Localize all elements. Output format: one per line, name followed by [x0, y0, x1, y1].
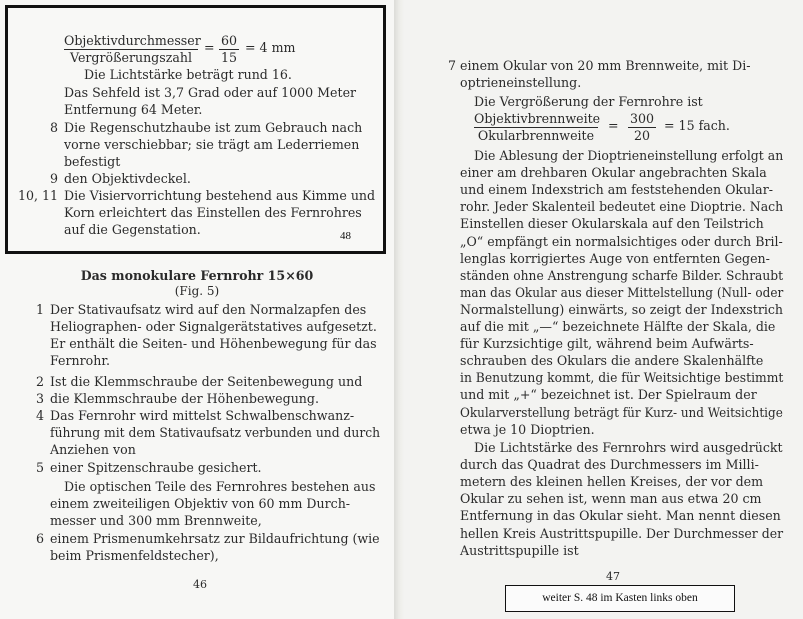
text-line: einer am drehbaren Okular angebrachten Skala — [460, 165, 767, 181]
text-line: „O“ empfängt ein normalsichtiges oder durch Bril- — [460, 233, 783, 249]
text-line: Okularverstellung beträgt für Kurz- und Weitsichtige — [460, 404, 783, 420]
text-line: Entfernung 64 Meter. — [64, 102, 203, 117]
text-line: messer und 300 mm Brennweite, — [50, 513, 262, 528]
text-line: Die Visiervorrichtung bestehend aus Kimme und — [64, 188, 376, 203]
text-line: Das Sehfeld ist 3,7 Grad oder auf 1000 Meter — [64, 85, 357, 100]
text-line: und einem Indexstrich am feststehenden Okular- — [460, 182, 773, 198]
text-line: Heliographen- oder Signalgerätstatives aufgesetzt. — [50, 319, 377, 334]
item-number: 8 — [49, 120, 58, 135]
text-line: die Klemmschraube der Höhenbewegung. — [50, 391, 319, 406]
page-number: 47 — [606, 570, 620, 583]
text-line: Normalstellung) einwärts, so zeigt der Indexstrich — [460, 301, 784, 317]
formula-equals: = — [608, 118, 619, 133]
text-line: einem Okular von 20 mm Brennweite, mit Di- — [460, 58, 751, 73]
item-number: 3 — [35, 391, 44, 406]
text-line: Fernrohr. — [50, 353, 110, 368]
text-line: lenglas korrigiertes Auge von entfernten Gegen- — [460, 250, 770, 266]
item-number: 6 — [35, 531, 44, 546]
formula-fraction — [474, 111, 601, 143]
box-page-reference: 48 — [340, 230, 351, 242]
formula-equals: = — [204, 40, 215, 55]
text-line: Einstellen dieser Okularskala auf den Teilstrich — [460, 216, 764, 232]
text-line: man das Okular aus dieser Mittelstellung (Null- oder — [460, 284, 784, 300]
formula-fraction — [64, 33, 201, 65]
item-number: 2 — [35, 374, 44, 389]
text-line: Die Vergrößerung der Fernrohre ist — [474, 94, 703, 109]
formula-result: = 4 mm — [245, 40, 296, 55]
formula-value-denominator: 15 — [220, 50, 238, 65]
text-line: Er enthält die Seiten- und Höhenbewegung für das — [50, 336, 377, 351]
text-line: einem zweiteiligen Objektiv von 60 mm Durch- — [50, 496, 351, 511]
text-line: Entfernung in das Okular sieht. Man nennt diesen — [460, 508, 781, 524]
text-line: Ist die Klemmschraube der Seitenbewegung und — [50, 374, 363, 389]
item-number: 4 — [35, 408, 44, 423]
text-line: den Objektivdeckel. — [64, 171, 191, 186]
text-line: Die Lichtstärke beträgt rund 16. — [84, 67, 292, 82]
formula-result: = 15 fach. — [664, 118, 730, 133]
text-line: Das Fernrohr wird mittelst Schwalbenschwanz- — [50, 408, 355, 423]
book-gutter — [394, 0, 404, 619]
formula-denominator: Vergrößerungszahl — [70, 50, 192, 65]
text-line: führung mit dem Stativaufsatz verbunden und durch — [50, 425, 381, 440]
item-number: 7 — [447, 58, 456, 73]
section-heading: Das monokulare Fernrohr 15×60 — [80, 268, 314, 283]
formula-denominator: Okularbrennweite — [477, 128, 595, 143]
formula-value-numerator: 60 — [220, 33, 238, 48]
formula-numerator: Objektivbrennweite — [474, 111, 601, 126]
text-line: Anziehen von — [50, 442, 136, 457]
continuation-note: weiter S. 48 im Kasten links oben — [505, 585, 735, 612]
text-line: einem Prismenumkehrsatz zur Bildaufrichtung (wie — [50, 531, 380, 546]
text-line: Korn erleichtert das Einstellen des Fernrohres — [64, 205, 362, 220]
formula-fraction-values — [219, 33, 239, 65]
formula-numerator: Objektivdurchmesser — [64, 33, 201, 48]
text-line: schrauben des Okulars die andere Skalenhälfte — [460, 353, 764, 369]
text-line: rohr. Jeder Skalenteil bedeutet eine Dioptrie. Nach — [460, 199, 784, 215]
text-line: Die Ablesung der Dioptrieneinstellung erfolgt an — [474, 148, 784, 163]
text-line: Okular zu sehen ist, wenn man aus etwa 20 cm — [460, 491, 762, 507]
text-line: befestigt — [64, 154, 121, 169]
item-number: 5 — [35, 460, 44, 475]
text-line: vorne verschiebbar; sie trägt am Lederriemen — [64, 137, 360, 152]
text-line: Die Lichtstärke des Fernrohrs wird ausgedrückt — [474, 440, 783, 455]
text-line: metern des kleinen hellen Kreises, der vor dem — [460, 474, 764, 490]
text-line: optrieneinstellung. — [460, 75, 582, 90]
text-line: Die optischen Teile des Fernrohres bestehen aus — [64, 479, 376, 494]
text-line: und mit „+“ bezeichnet ist. Der Spielraum der — [460, 387, 757, 403]
formula-fraction-values — [628, 111, 656, 143]
text-line: Austrittspupille ist — [460, 542, 579, 558]
formula-value-denominator: 20 — [633, 128, 651, 143]
figure-reference: (Fig. 5) — [174, 284, 220, 298]
text-line: für Kurzsichtige gilt, während beim Aufwärts- — [460, 336, 754, 352]
text-line: Der Stativaufsatz wird auf den Normalzapfen des — [50, 302, 367, 317]
text-line: in Benutzung kommt, die für Weitsichtige bestimmt — [460, 370, 784, 386]
text-line: auf die Gegenstation. — [64, 222, 201, 237]
text-line: hellen Kreis Austrittspupille. Der Durchmesser der — [460, 525, 784, 541]
text-line: Die Regenschutzhaube ist zum Gebrauch nach — [64, 120, 363, 135]
item-number: 1 — [35, 302, 44, 317]
text-line: beim Prismenfeldstecher), — [50, 548, 219, 563]
text-line: durch das Quadrat des Durchmessers im Milli- — [460, 457, 759, 473]
item-number: 9 — [49, 171, 58, 186]
text-line: etwa je 10 Dioptrien. — [460, 421, 595, 437]
formula-value-numerator: 300 — [629, 111, 655, 126]
text-line: auf die mit „—“ bezeichnete Hälfte der Skala, die — [460, 319, 776, 334]
item-number: 10, 11 — [17, 188, 58, 203]
page-number: 46 — [193, 578, 207, 591]
text-line: ständen ohne Anstrengung scharfe Bilder. Schraubt — [460, 267, 784, 283]
text-line: einer Spitzenschraube gesichert. — [50, 460, 262, 475]
